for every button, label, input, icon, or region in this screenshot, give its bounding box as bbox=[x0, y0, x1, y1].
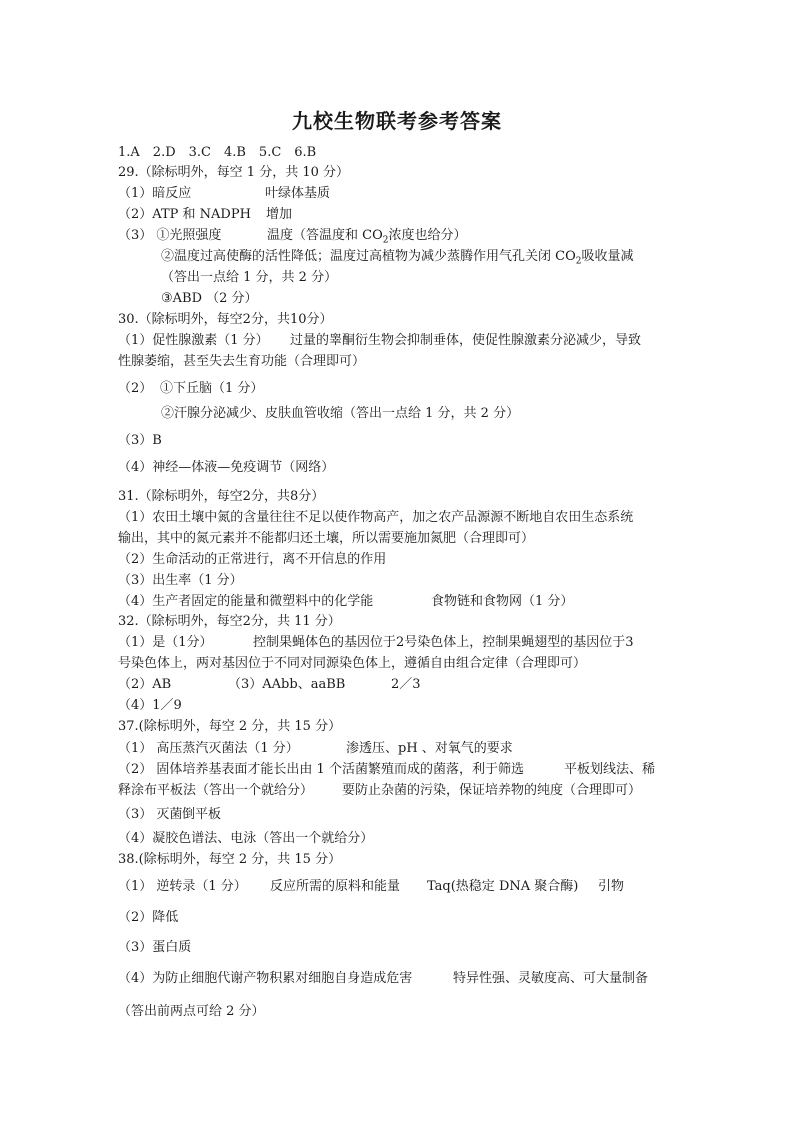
answer-line bbox=[118, 145, 316, 161]
answer-line bbox=[118, 1004, 265, 1020]
answer-line bbox=[118, 635, 634, 651]
answer-line bbox=[118, 381, 264, 397]
answer-segment: （3）出生率（1 分） bbox=[118, 573, 243, 588]
answer-segment: 平板划线法、稀 bbox=[564, 762, 656, 777]
answer-segment: 特异性强、灵敏度高、可大量制备 bbox=[453, 971, 649, 986]
answer-line bbox=[161, 291, 258, 307]
answer-segment: 38.(除标明外，每空 2 分，共 15 分） bbox=[118, 852, 342, 867]
answer-segment: （4）凝胶色谱法、电泳（答出一个就给分） bbox=[118, 831, 374, 846]
answer-segment: （4）1／9 bbox=[118, 698, 182, 713]
answer-segment: 输出，其中的氮元素并不能都归还土壤，所以需要施加氮肥（合理即可） bbox=[118, 531, 535, 546]
answer-segment: 号染色体上，两对基因位于不同对同源染色体上，遵循自由组合定律（合理即可） bbox=[118, 656, 587, 671]
answer-segment: ②汗腺分泌减少、皮肤血管收缩（答出一点给 1 分，共 2 分） bbox=[161, 406, 520, 421]
answer-segment: 2／3 bbox=[391, 677, 421, 692]
answer-segment: （1）暗反应 bbox=[118, 186, 192, 201]
answer-line bbox=[118, 879, 625, 895]
answer-line bbox=[118, 656, 586, 672]
answer-segment: （2）AB bbox=[118, 677, 172, 692]
answer-line bbox=[118, 573, 243, 589]
answer-segment: （2）生命活动的正常进行，离不开信息的作用 bbox=[118, 552, 387, 567]
answer-segment: 性腺萎缩，甚至失去生育功能（合理即可） bbox=[118, 354, 366, 369]
answer-segment: （3） ①光照强度 bbox=[118, 228, 222, 243]
answer-line bbox=[118, 489, 324, 505]
answer-line bbox=[118, 460, 334, 476]
answer-segment: 31.（除标明外，每空2分，共8分） bbox=[118, 489, 325, 504]
answer-segment: （1）促性腺激素（1 分） bbox=[118, 333, 269, 348]
answer-segment: 食物链和食物网（1 分） bbox=[431, 594, 574, 609]
answer-segment: （3） 灭菌 bbox=[118, 807, 183, 822]
answer-line bbox=[118, 433, 162, 449]
answer-segment: 控制果蝇体色的基因位于2号染色体上，控制果蝇翅型的基因位于3 bbox=[253, 635, 634, 650]
answer-line bbox=[118, 831, 373, 847]
answer-line bbox=[118, 852, 341, 868]
answer-line bbox=[118, 165, 349, 181]
answer-line bbox=[118, 333, 642, 349]
answer-segment: （3）B bbox=[118, 433, 162, 448]
answer-line bbox=[118, 940, 191, 956]
answer-line bbox=[118, 741, 513, 757]
answer-line bbox=[161, 249, 634, 265]
answer-line bbox=[118, 910, 178, 926]
answer-segment: （3）AAbb、aaBB bbox=[228, 677, 346, 692]
answer-segment: （1） 高压蒸汽灭菌法（1 分） bbox=[118, 741, 299, 756]
answer-segment: 叶绿体基质 bbox=[265, 186, 331, 201]
answer-segment: 释涂布平板法（答出一个就给分） bbox=[118, 783, 314, 798]
answer-segment: （2） 固体培养基表面才能长出由 1 个活菌繁殖而成的菌落，利于筛选 bbox=[118, 762, 524, 777]
answer-line bbox=[118, 971, 649, 987]
answer-segment: （2） bbox=[118, 381, 153, 396]
answer-segment: （3）蛋白质 bbox=[118, 940, 192, 955]
answer-segment: （答出一点给 1 分，共 2 分） bbox=[161, 270, 338, 285]
answer-line bbox=[118, 510, 633, 526]
answer-segment: （4）生产者固定的能量和微塑料中的化学能 bbox=[118, 594, 374, 609]
answer-line bbox=[118, 677, 421, 693]
answer-line bbox=[118, 312, 333, 328]
answer-segment: 32.（除标明外，每空2分，共 11 分） bbox=[118, 614, 341, 629]
answer-line bbox=[161, 406, 519, 422]
answer-segment: ③ABD （2 分） bbox=[161, 291, 258, 306]
answer-line bbox=[118, 207, 293, 223]
answer-segment: （1） 逆转录（1 分） bbox=[118, 879, 247, 894]
answer-segment: （1）是（1分） bbox=[118, 635, 213, 650]
answer-line bbox=[118, 719, 341, 735]
answer-line bbox=[118, 552, 386, 568]
page-title: 九校生物联考参考答案 bbox=[292, 109, 502, 133]
answer-segment: 37.(除标明外，每空 2 分，共 15 分） bbox=[118, 719, 342, 734]
answer-segment: 29.（除标明外，每空 1 分，共 10 分） bbox=[118, 165, 350, 180]
answer-segment: 要防止杂菌的污染，保证培养物的纯度（合理即可） bbox=[342, 783, 642, 798]
answer-line bbox=[118, 698, 182, 714]
answer-line bbox=[118, 594, 574, 610]
answer-segment: 倒平板 bbox=[182, 807, 222, 822]
answer-line bbox=[118, 228, 467, 246]
answer-segment: ①下丘脑（1 分） bbox=[160, 381, 264, 396]
answer-segment: （4）神经—体液—免疫调节（网络） bbox=[118, 460, 335, 475]
answer-segment: 渗透压、pH 、对氧气的要求 bbox=[346, 741, 513, 756]
answer-segment: 过量的睾酮衍生物会抑制垂体，使促性腺激素分泌减少，导致 bbox=[290, 333, 642, 348]
answer-segment: 30.（除标明外，每空2分，共10分） bbox=[118, 312, 333, 327]
answer-line bbox=[118, 762, 656, 778]
answer-segment: Taq(热稳定 DNA 聚合酶) bbox=[427, 879, 579, 894]
answer-segment: 温度（答温度和 $CO_2$浓度也给分） bbox=[267, 228, 467, 246]
answer-segment: （4）为防止细胞代谢产物积累对细胞自身造成危害 bbox=[118, 971, 413, 986]
answer-line bbox=[118, 783, 642, 799]
answer-segment: （2）ATP 和 NADPH bbox=[118, 207, 251, 222]
answer-segment: 增加 bbox=[266, 207, 293, 222]
answer-segment: 1.A 2.D 3.C 4.B 5.C 6.B bbox=[118, 145, 317, 160]
answer-segment: 引物 bbox=[598, 879, 625, 894]
answer-line bbox=[118, 531, 534, 547]
answer-segment: ②温度过高使酶的活性降低；温度过高植物为减少蒸腾作用气孔关闭 $CO_2$吸收量减 bbox=[161, 249, 634, 267]
answer-line bbox=[118, 186, 331, 202]
answer-segment: （答出前两点可给 2 分） bbox=[118, 1004, 265, 1019]
answer-segment: （1）农田土壤中氮的含量往往不足以使作物高产，加之农产品源源不断地自农田生态系统 bbox=[118, 510, 634, 525]
answer-line bbox=[118, 614, 341, 630]
answer-line bbox=[118, 354, 365, 370]
answer-line bbox=[118, 807, 222, 823]
answer-segment: 反应所需的原料和能量 bbox=[270, 879, 401, 894]
answer-line bbox=[161, 270, 337, 286]
answer-segment: （2）降低 bbox=[118, 910, 179, 925]
